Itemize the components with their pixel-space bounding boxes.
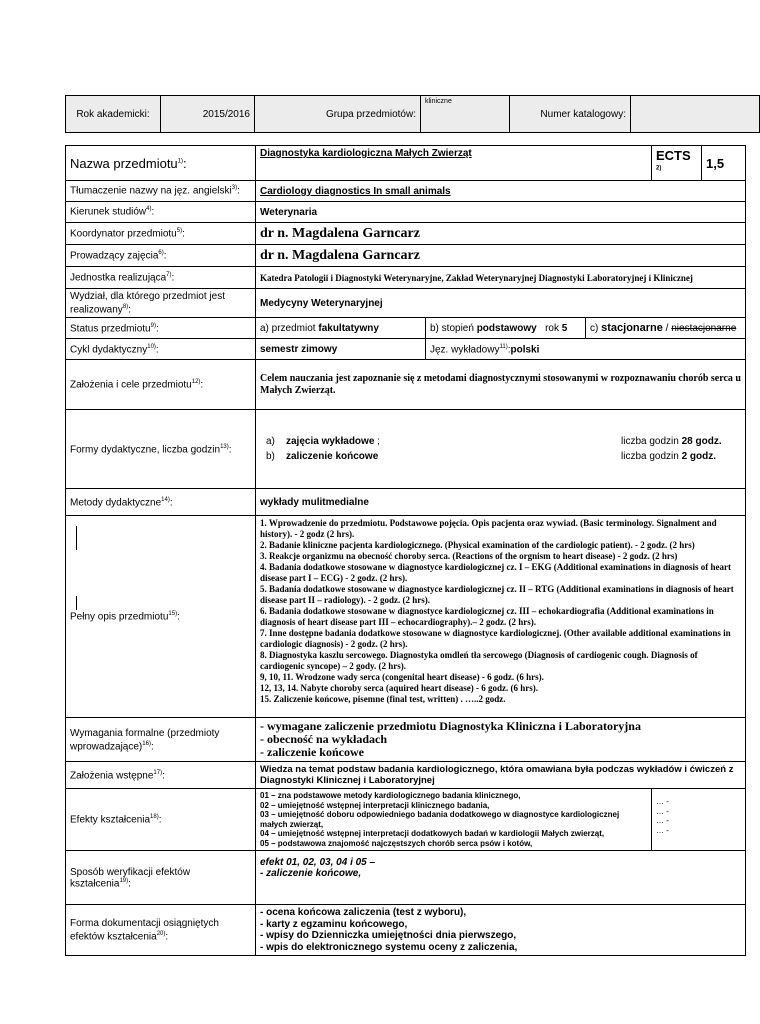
documentation-label: Forma dokumentacji osiągniętych efektów kształcenia$^{20)}$: bbox=[66, 905, 256, 956]
cycle-label: Cykl dydaktyczny$^{10)}$: bbox=[66, 339, 256, 360]
lecturer-value: dr n. Magdalena Garncarz bbox=[256, 245, 746, 267]
effects-value bbox=[256, 789, 652, 851]
effect-item: 05 – podstawowa znajomość najczęstszych chorób serca psów i kotów, bbox=[260, 838, 533, 848]
course-name: Diagnostyka kardiologiczna Małych Zwierząt bbox=[256, 146, 652, 181]
year-label: Rok akademicki: bbox=[66, 96, 161, 133]
description-line: 5. Badania dodatkowe stosowane w diagnostyce kardiologicznej cz. II – RTG (Additional examinations in diagnosis of heart disease part II – radiology). - 2 godz. (2 hrs). bbox=[260, 584, 734, 606]
goals-value: Celem nauczania jest zapoznanie się z metodami diagnostycznymi stosowanymi w rozpoznawaniu chorób serca u Małych Zwierząt. bbox=[256, 360, 746, 410]
ects-label: ECTS $^{2)}$ bbox=[652, 146, 702, 181]
requirement-line: - obecność na wykładach bbox=[260, 732, 388, 747]
form-item: b) zaliczenie końcowe liczba godzin 2 godz. bbox=[266, 451, 717, 463]
catalog-value[interactable] bbox=[631, 96, 760, 133]
description-value bbox=[256, 516, 746, 718]
effect-item: 04 – umiejętność wstępnej interpretacji dodatkowych badań w kardiologii Małych zwierząt, bbox=[260, 829, 605, 839]
verification-line: - zaliczenie końcowe, bbox=[260, 868, 362, 880]
verification-value bbox=[256, 851, 746, 905]
prerequisites-label: Założenia wstępne$^{17)}$: bbox=[66, 762, 256, 789]
forms-value bbox=[256, 410, 746, 489]
status-label: Status przedmiotu$^{9)}$: bbox=[66, 318, 256, 339]
description-line: 2. Badanie kliniczne pacjenta kardiologicznego. (Physical examination of the cardiologic patient). - 2 godz. (2 hrs) bbox=[260, 540, 695, 551]
description-line: 3. Reakcje organizmu na obecność choroby serca. (Reactions of the orgnism to heart disease) - 2 godz. (2 hrs) bbox=[260, 551, 678, 562]
field-value: Weterynaria bbox=[256, 202, 746, 223]
group-value: kliniczne bbox=[421, 96, 510, 133]
effect-item: 03 – umiejętność doboru odpowiedniego badania dodatkowego w diagnostyce kardiologicznej małych zwierząt, bbox=[260, 810, 620, 829]
status-b: b) stopień podstawowy rok 5 bbox=[426, 318, 586, 339]
documentation-line: - karty z egzaminu końcowego, bbox=[260, 918, 408, 930]
description-line: 6. Badania dodatkowe stosowane w diagnostyce kardiologicznej cz. III – echokardiografia (Additional examinations in diagnosis of heart disease part III – echocardiography).– 2 godz. (2 hrs). bbox=[260, 606, 714, 628]
description-line: 12, 13, 14. Nabyte choroby serca (aquired heart disease) - 6 godz. (6 hrs). bbox=[260, 683, 538, 694]
form-item: a) zajęcia wykładowe ; liczba godzin 28 godz. bbox=[266, 436, 722, 448]
unit-value: Katedra Patologii i Diagnostyki Weterynaryjne, Zakład Weterynaryjnej Diagnostyki Laboratoryjnej i Klinicznej bbox=[256, 267, 746, 289]
requirements-label: Wymagania formalne (przedmioty wprowadzające)$^{16)}$: bbox=[66, 718, 256, 762]
description-line: 15. Zaliczenie końcowe, pisemne (final test, written) . …..2 godz. bbox=[260, 694, 506, 705]
description-line: 1. Wprowadzenie do przedmiotu. Podstawowe pojęcia. Opis pacjenta oraz wywiad. (Basic terminology. Signalment and history). - 2 godz (2 hrs). bbox=[260, 518, 717, 540]
description-line: 4. Badania dodatkowe stosowane w diagnostyce kardiologicznej cz. I – EKG (Additional examinations in diagnosis of heart disease part I – ECG) - 2 godz. (2 hrs). bbox=[260, 562, 732, 584]
margin-mark bbox=[76, 526, 77, 550]
prerequisites-value: Wiedza na temat podstaw badania kardiologicznego, która omawiana była podczas wykładów i ćwiczeń z Diagnostyki Klinicznej i Laboratoryjnej bbox=[256, 762, 746, 789]
coordinator-value: dr n. Magdalena Garncarz bbox=[256, 223, 746, 245]
coordinator-label: Koordynator przedmiotu$^{5)}$: bbox=[66, 223, 256, 245]
description-line: 9, 10, 11. Wrodzone wady serca (congenital heart disease) - 6 godz. (6 hrs). bbox=[260, 672, 544, 683]
translation-label: Tłumaczenie nazwy na jęz. angielski$^{3)}$: bbox=[66, 181, 256, 202]
verification-label: Sposób weryfikacji efektów kształcenia$^{19)}$: bbox=[66, 851, 256, 905]
requirement-line: - zaliczenie końcowe bbox=[260, 745, 364, 760]
description-line: 7. Inne dostępne badania dodatkowe stosowane w diagnostyce kardiologicznej. (Other available additional examinations in cardiologic diagnosis) - 2 godz. (2 hrs). bbox=[260, 628, 731, 650]
effect-placeholder: … - bbox=[656, 825, 669, 835]
goals-label: Założenia i cele przedmiotu$^{12)}$: bbox=[66, 360, 256, 410]
verification-line: efekt 01, 02, 03, 04 i 05 – bbox=[260, 857, 376, 869]
documentation-line: - wpisy do Dzienniczka umiejętności dnia pierwszego, bbox=[260, 930, 517, 942]
ects-value: 1,5 bbox=[702, 146, 746, 181]
effects-label: Efekty kształcenia$^{18)}$: bbox=[66, 789, 256, 851]
methods-value: wykłady mulitmedialne bbox=[256, 489, 746, 516]
effect-placeholder: … - bbox=[656, 797, 669, 807]
language: Jęz. wykładowy$^{11)}$:polski bbox=[426, 339, 746, 360]
translation-value: Cardiology diagnostics In small animals bbox=[256, 181, 746, 202]
documentation-line: - wpis do elektronicznego systemu oceny z zaliczenia, bbox=[260, 941, 518, 953]
documentation-value bbox=[256, 905, 746, 956]
effect-placeholder: … - bbox=[656, 806, 669, 816]
field-label: Kierunek studiów$^{4)}$: bbox=[66, 202, 256, 223]
description-label: Pełny opis przedmiotu$^{15)}$: bbox=[66, 516, 256, 718]
effects-right bbox=[652, 789, 746, 851]
faculty-label: Wydział, dla którego przedmiot jest realizowany$^{8)}$: bbox=[66, 289, 256, 318]
cycle-value: semestr zimowy bbox=[256, 339, 426, 360]
unit-label: Jednostka realizująca$^{7)}$: bbox=[66, 267, 256, 289]
effect-placeholder: … - bbox=[656, 816, 669, 826]
effect-item: 01 – zna podstawowe metody kardiologicznego badania klinicznego, bbox=[260, 791, 521, 801]
methods-label: Metody dydaktyczne$^{14)}$: bbox=[66, 489, 256, 516]
requirement-line: - wymagane zaliczenie przedmiotu Diagnostyka Kliniczna i Laboratoryjna bbox=[260, 719, 641, 734]
documentation-line: - ocena końcowa zaliczenia (test z wyboru), bbox=[260, 907, 467, 919]
catalog-label: Numer katalogowy: bbox=[510, 96, 631, 133]
faculty-value: Medycyny Weterynaryjnej bbox=[256, 289, 746, 318]
margin-mark bbox=[76, 596, 77, 610]
effect-item: 02 – umiejętność wstępnej interpretacji klinicznego badania, bbox=[260, 800, 490, 810]
course-table bbox=[65, 145, 746, 956]
lecturer-label: Prowadzący zajęcia$^{6)}$: bbox=[66, 245, 256, 267]
name-label: Nazwa przedmiotu$^{1)}$: bbox=[66, 146, 256, 181]
requirements-value bbox=[256, 718, 746, 762]
year-value: 2015/2016 bbox=[161, 96, 255, 133]
header-table bbox=[65, 95, 760, 133]
description-line: 8. Diagnostyka kaszlu sercowego. Diagnostyka omdleń tła sercowego (Diagnosis of cardiogenic cough. Diagnosis of cardiogenic syncope) – 2 gody. (2 hrs). bbox=[260, 650, 698, 672]
group-label: Grupa przedmiotów: bbox=[255, 96, 421, 133]
status-c: c) stacjonarne / niestacjonarne bbox=[586, 318, 746, 339]
forms-label: Formy dydaktyczne, liczba godzin$^{13)}$: bbox=[66, 410, 256, 489]
status-a: a) przedmiot fakultatywny bbox=[256, 318, 426, 339]
